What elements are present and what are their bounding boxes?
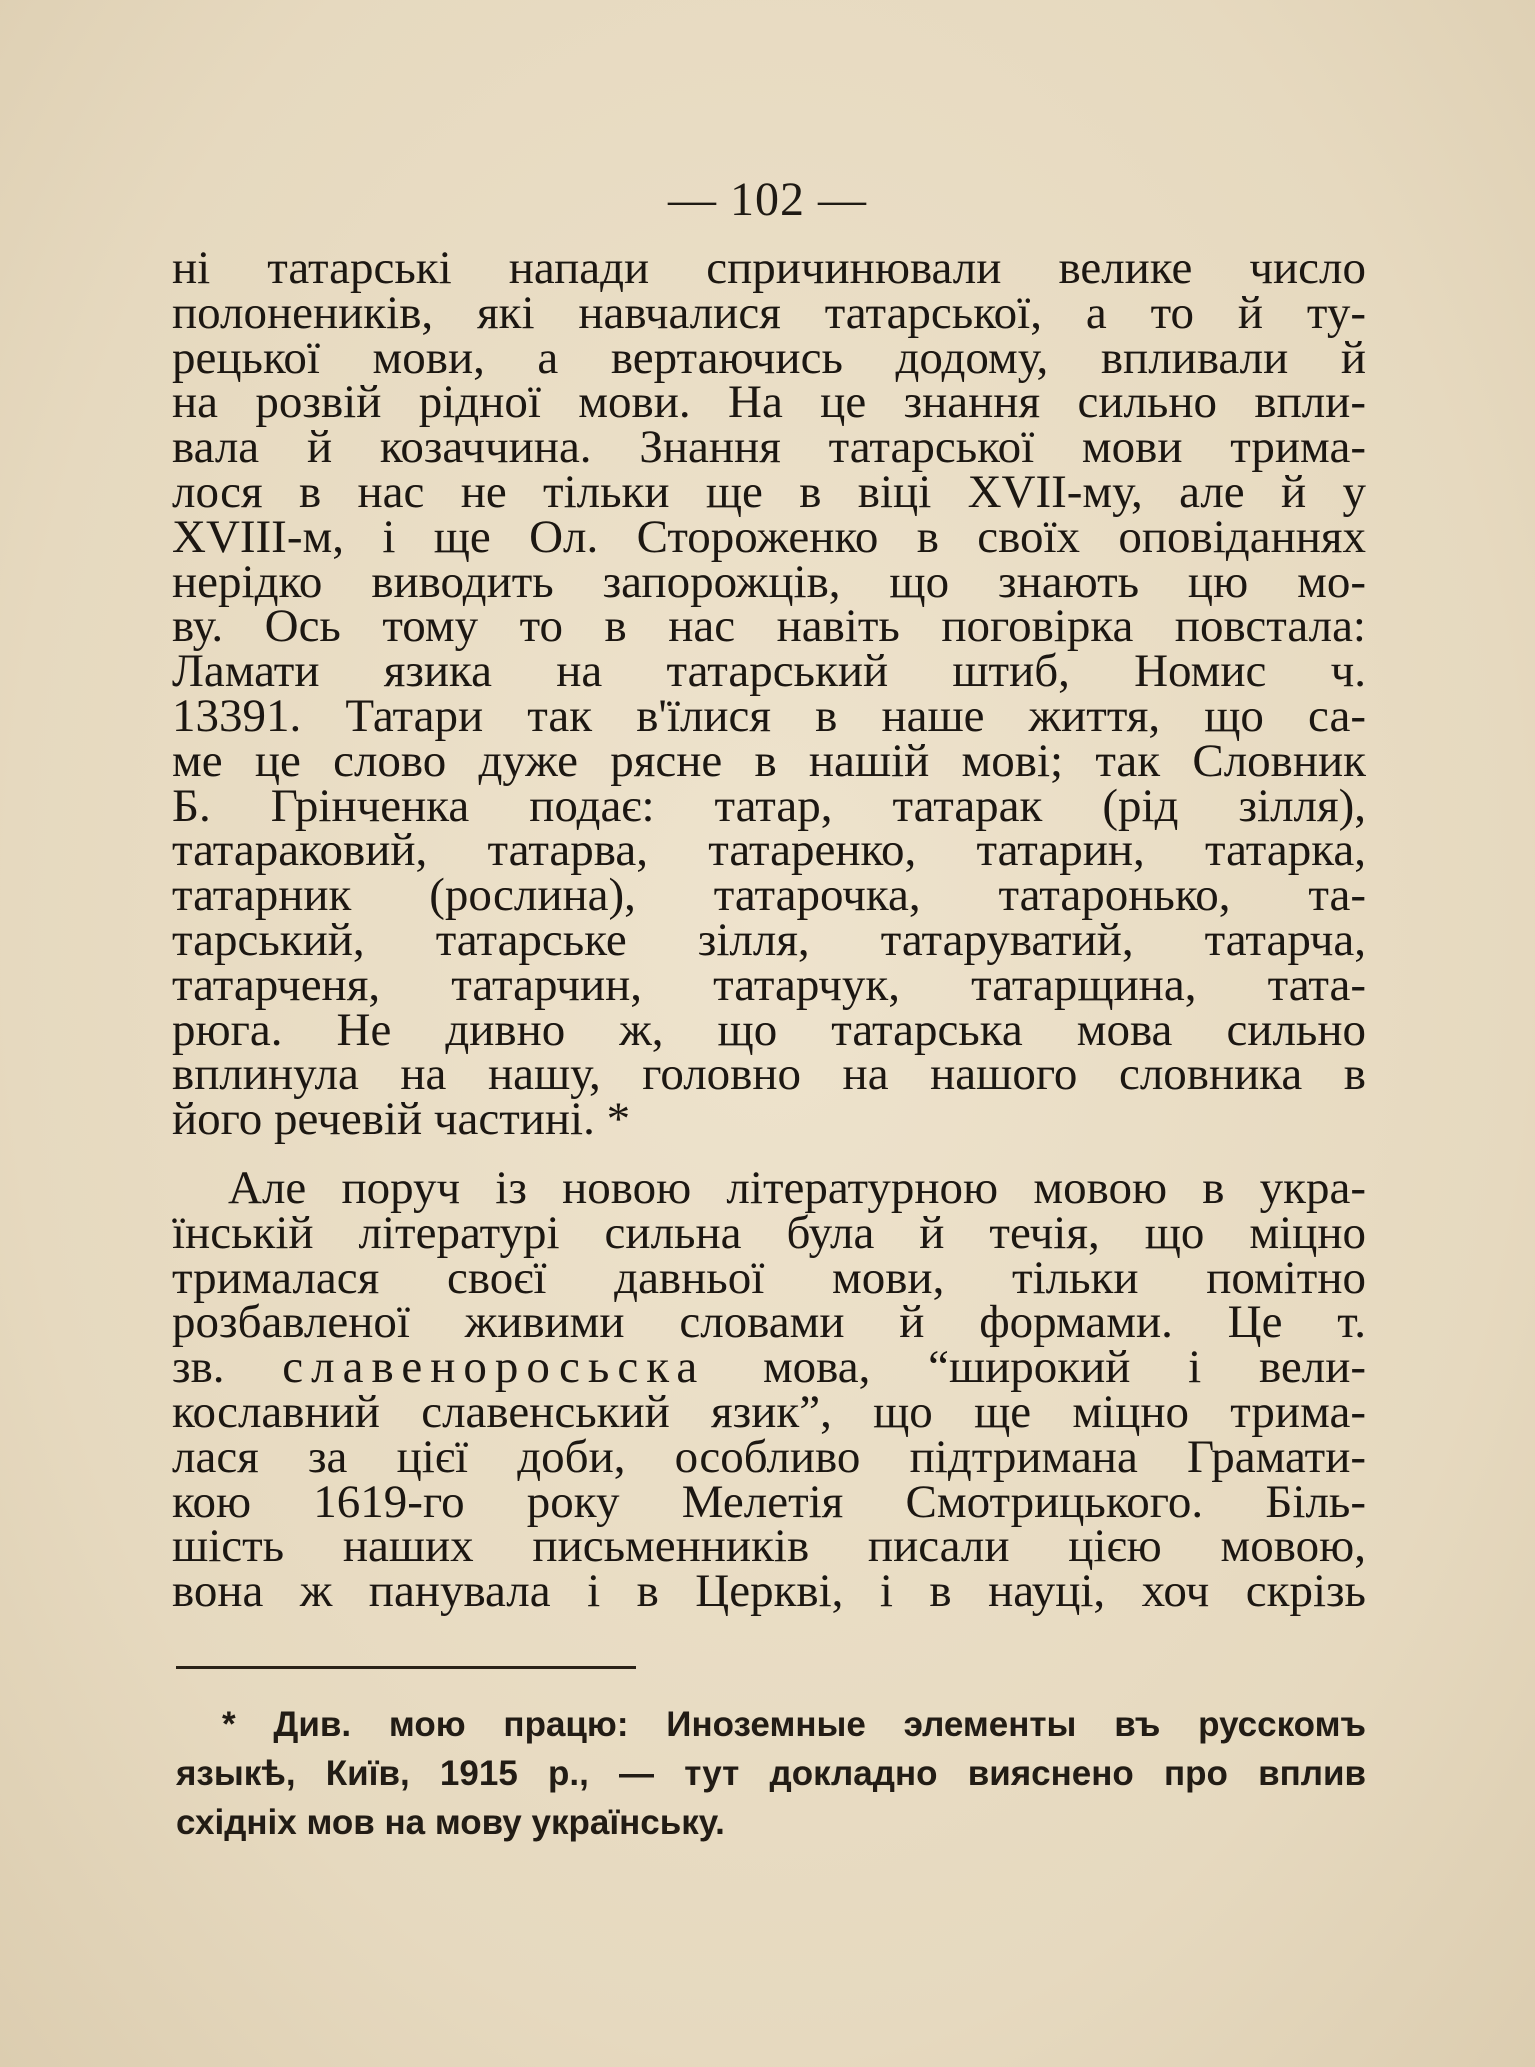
body-line: лося в нас не тільки ще в віці XVII-му, але й у [172,465,1366,518]
body-line: ву. Ось тому то в нас навіть поговірка повстала: [172,600,1366,653]
body-line: кою 1619-го року Мелетія Смотрицького. Біль- [172,1475,1366,1528]
body-line: вала й козаччина. Знання татарської мови трима- [172,421,1366,474]
body-line: ні татарські напади спричинювали велике число [172,242,1366,294]
body-line: розбавленої живими словами й формами. Це т. [172,1296,1366,1349]
page-number: — 102 — [668,173,867,226]
body-line: Ламати язика на татарський штиб, Номис ч. [172,645,1366,698]
body-line: тарський, татарське зілля, татаруватий, татарча, [172,913,1366,966]
line-suffix: мова, “широкий і вели- [762,1341,1367,1394]
body-line: 13391. Татари так в'їлися в наше життя, що са- [172,689,1366,742]
body-line: Але поруч із новою літературною мовою в укра- [228,1161,1366,1214]
body-line: татараковий, татарва, татаренко, татарин, татарка, [172,824,1366,877]
spaced-emphasis: славеноросьска [282,1341,706,1394]
footnote-line: языкѣ, Київ, 1915 р., — тут докладно вияснено про вплив [176,1754,1366,1793]
footnote-line: * Див. мою працю: Иноземные элементы въ русскомъ [222,1705,1366,1744]
body-line: татарченя, татарчин, татарчук, татарщина, тата- [172,958,1366,1011]
body-line: на розвій рідної мови. На це знання сильно впли- [172,376,1366,429]
body-line: лася за цієї доби, особливо підтримана Грамати- [172,1430,1366,1483]
body-line: вплинула на нашу, головно на нашого словника в [172,1048,1366,1101]
body-line: нерідко виводить запорожців, що знають цю мо- [172,555,1366,608]
footnote-line: східніх мов на мову українську. [176,1803,725,1842]
body-line: шість наших письменників писали цією мовою, [172,1520,1366,1573]
body-line: його речевій частині. * [172,1093,631,1146]
body-line: рюга. Не дивно ж, що татарська мова сильно [172,1003,1366,1056]
body-line: ме це слово дуже рясне в нашій мові; так Словник [172,734,1366,787]
body-line: рецької мови, а вертаючись додому, впливали й [172,331,1366,384]
body-line: татарник (рослина), татарочка, татаронько, та- [172,869,1366,922]
body-line: полонеників, які навчалися татарської, а то й ту- [172,286,1366,339]
body-text [172,242,1367,1618]
body-line [172,1341,1367,1394]
footnote-divider [176,1666,636,1669]
body-line: їнській літературі сильна була й течія, що міцно [172,1206,1366,1259]
body-line: вона ж панувала і в Церкві, і в науці, хоч скрізь [172,1565,1366,1618]
body-line: Б. Грінченка подає: татар, татарак (рід зілля), [172,779,1366,832]
body-line: трималася своєї давньої мови, тільки помітно [172,1251,1366,1304]
body-line: кославний славенський язик”, що ще міцно трима- [172,1385,1366,1438]
body-line: XVIII-м, і ще Ол. Стороженко в своїх оповіданнях [172,510,1366,563]
footnote [176,1700,1366,1847]
line-prefix: зв. [172,1341,225,1394]
